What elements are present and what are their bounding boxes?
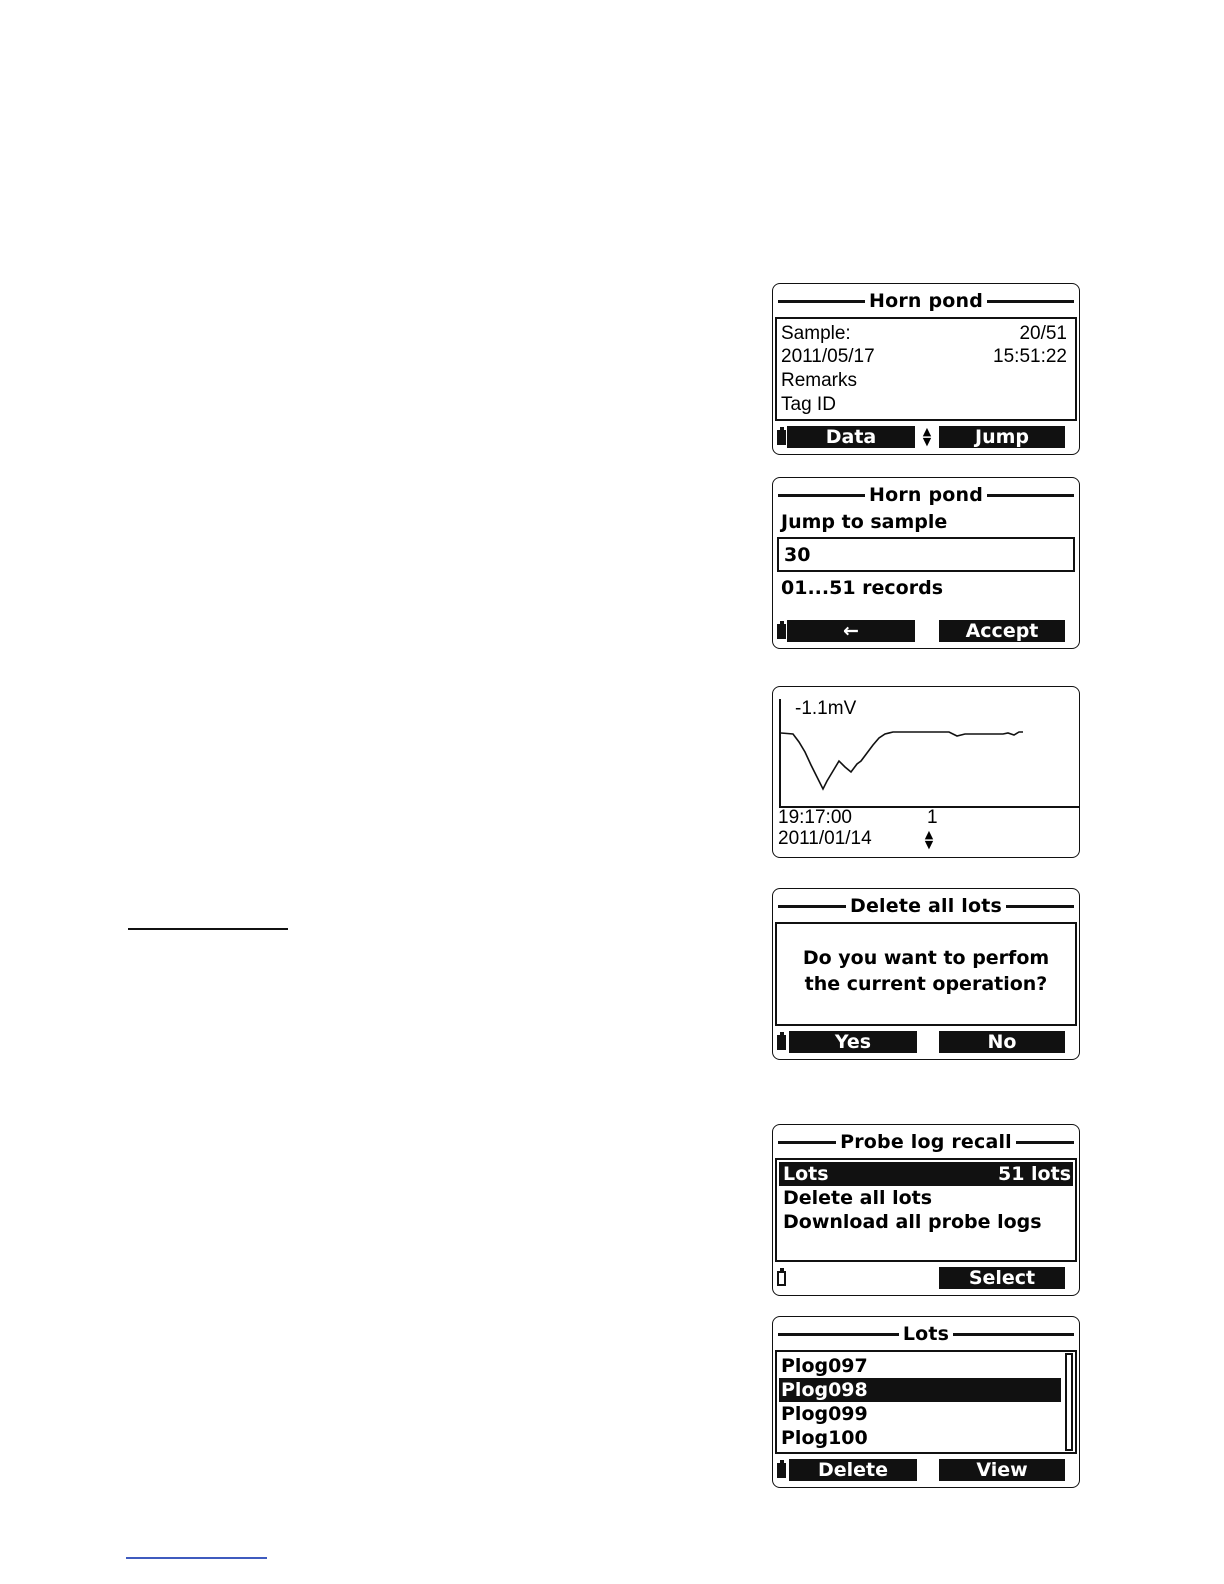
screen-title: Lots	[902, 1323, 950, 1345]
screen-title: Probe log recall	[840, 1131, 1012, 1153]
screen-log-view	[772, 283, 1080, 455]
screen-lots	[772, 1316, 1080, 1488]
jump-button[interactable]: Jump	[939, 426, 1065, 448]
sample-number-value: 30	[784, 544, 811, 566]
menu-item-lots[interactable]	[779, 1162, 1073, 1186]
sample-row	[781, 322, 1067, 346]
sample-value: 20/51	[1019, 323, 1067, 344]
list-item[interactable]: Plog097	[781, 1355, 868, 1377]
graph-index: 1	[927, 807, 938, 828]
log-details-box	[775, 317, 1077, 421]
confirm-message-line-1: Do you want to perfom	[802, 947, 1050, 969]
battery-icon	[777, 1032, 786, 1050]
log-date: 2011/05/17	[781, 346, 875, 367]
list-item[interactable]: Plog099	[781, 1403, 868, 1425]
menu-item-label: Lots	[783, 1163, 829, 1185]
message-box	[775, 922, 1077, 1026]
graph-trace	[781, 732, 1023, 789]
sample-label: Sample:	[781, 323, 851, 344]
records-range: 01...51 records	[781, 577, 944, 599]
menu-item-download-all-probe-logs[interactable]: Download all probe logs	[783, 1211, 1042, 1233]
lots-list	[775, 1350, 1077, 1454]
screen-title-bar	[778, 1323, 1074, 1345]
screen-title: Horn pond	[868, 484, 984, 506]
list-scrollbar[interactable]	[1065, 1353, 1073, 1451]
softkey-bar	[775, 426, 1077, 448]
screen-title-bar	[778, 1131, 1074, 1153]
no-button[interactable]: No	[939, 1031, 1065, 1053]
screen-title: Delete all lots	[849, 895, 1003, 917]
accept-button[interactable]: Accept	[939, 620, 1065, 642]
softkey-bar	[775, 1459, 1077, 1481]
view-button[interactable]: View	[939, 1459, 1065, 1481]
graph-date: 2011/01/14	[778, 828, 872, 849]
footnote-rule	[126, 1557, 267, 1559]
battery-icon	[777, 1268, 786, 1286]
softkey-bar	[775, 620, 1077, 642]
screen-title-bar	[778, 484, 1074, 506]
lots-count: 51 lots	[997, 1163, 1071, 1185]
screen-title: Horn pond	[868, 290, 984, 312]
menu-list	[775, 1158, 1077, 1262]
graph-value-label: -1.1mV	[795, 698, 857, 719]
menu-item-delete-all-lots[interactable]: Delete all lots	[783, 1187, 933, 1209]
jump-prompt: Jump to sample	[781, 511, 948, 533]
screen-title-bar	[778, 895, 1074, 917]
graph-time: 19:17:00	[778, 807, 852, 828]
battery-icon	[777, 427, 786, 445]
delete-button[interactable]: Delete	[789, 1459, 917, 1481]
up-down-arrows-icon[interactable]: ▲ ▼	[924, 828, 934, 851]
battery-icon	[777, 621, 786, 639]
list-item-selected[interactable]: Plog098	[779, 1378, 1061, 1402]
list-item[interactable]: Plog100	[781, 1427, 868, 1449]
screen-title-bar	[778, 290, 1074, 312]
sample-number-input[interactable]	[777, 537, 1075, 572]
log-time: 15:51:22	[993, 346, 1067, 367]
yes-button[interactable]: Yes	[789, 1031, 917, 1053]
data-button[interactable]: Data	[787, 426, 915, 448]
confirm-message-line-2: the current operation?	[804, 973, 1048, 995]
softkey-bar	[775, 1267, 1077, 1289]
divider-line	[128, 928, 288, 930]
battery-icon	[777, 1460, 786, 1478]
softkey-bar	[775, 1031, 1077, 1053]
screen-jump-to-sample	[772, 477, 1080, 649]
back-button[interactable]: ←	[787, 620, 915, 642]
tag-id-field[interactable]: Tag ID	[781, 394, 836, 415]
screen-delete-confirm	[772, 888, 1080, 1060]
remarks-field[interactable]: Remarks	[781, 370, 858, 391]
screen-graph	[772, 686, 1080, 858]
datetime-row	[781, 345, 1067, 369]
screen-probe-log-recall	[772, 1124, 1080, 1296]
select-button[interactable]: Select	[939, 1267, 1065, 1289]
up-down-arrows-icon[interactable]: ▲ ▼	[922, 425, 932, 448]
